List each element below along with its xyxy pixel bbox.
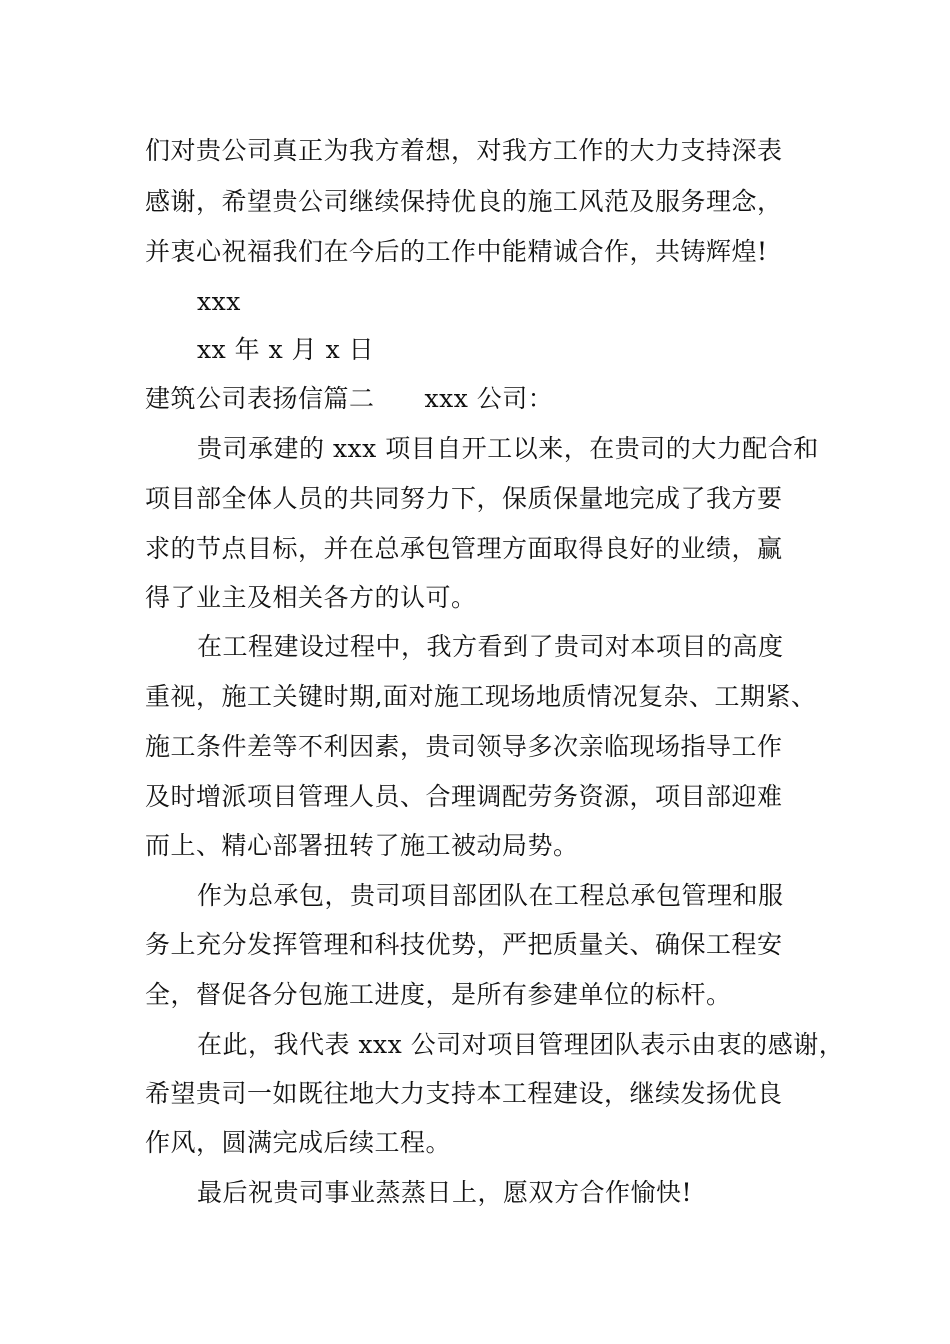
paragraph-line: 而上、精心部署扭转了施工被动局势。 — [145, 831, 579, 860]
heading-recipient: xxx 公司： — [424, 384, 554, 413]
paragraph-line: 施工条件差等不利因素，贵司领导多次亲临现场指导工作 — [145, 732, 783, 761]
signature-name: xxx — [197, 287, 241, 316]
section-heading — [145, 383, 553, 415]
paragraph-line: 务上充分发挥管理和科技优势，严把质量关、确保工程安 — [145, 930, 783, 959]
paragraph-line: 项目部全体人员的共同努力下，保质保量地完成了我方要 — [145, 484, 783, 513]
signature-date: xx 年 x 月 x 日 — [197, 335, 375, 364]
heading-title: 建筑公司表扬信篇二 — [145, 384, 375, 413]
paragraph-line: 在工程建设过程中，我方看到了贵司对本项目的高度 — [197, 632, 784, 661]
paragraph-line: 及时增派项目管理人员、合理调配劳务资源，项目部迎难 — [145, 782, 783, 811]
paragraph-line: 全，督促各分包施工进度，是所有参建单位的标杆。 — [145, 980, 732, 1009]
paragraph-line: 希望贵司一如既往地大力支持本工程建设，继续发扬优良 — [145, 1079, 783, 1108]
paragraph-line: 并衷心祝福我们在今后的工作中能精诚合作，共铸辉煌! — [145, 237, 768, 266]
paragraph-line: 作风，圆满完成后续工程。 — [145, 1128, 452, 1157]
paragraph-line: 感谢，希望贵公司继续保持优良的施工风范及服务理念， — [145, 187, 783, 216]
paragraph-line: 作为总承包，贵司项目部团队在工程总承包管理和服 — [197, 881, 784, 910]
paragraph-line: 贵司承建的 xxx 项目自开工以来，在贵司的大力配合和 — [197, 434, 819, 463]
paragraph-line: 得了业主及相关各方的认可。 — [145, 583, 477, 612]
paragraph-line: 最后祝贵司事业蒸蒸日上，愿双方合作愉快! — [197, 1178, 693, 1207]
paragraph-line: 求的节点目标，并在总承包管理方面取得良好的业绩，赢 — [145, 534, 783, 563]
paragraph-line: 在此，我代表 xxx 公司对项目管理团队表示由衷的感谢， — [197, 1030, 845, 1059]
paragraph-line: 们对贵公司真正为我方着想，对我方工作的大力支持深表 — [145, 136, 783, 165]
paragraph-line: 重视，施工关键时期,面对施工现场地质情况复杂、工期紧、 — [145, 682, 817, 711]
